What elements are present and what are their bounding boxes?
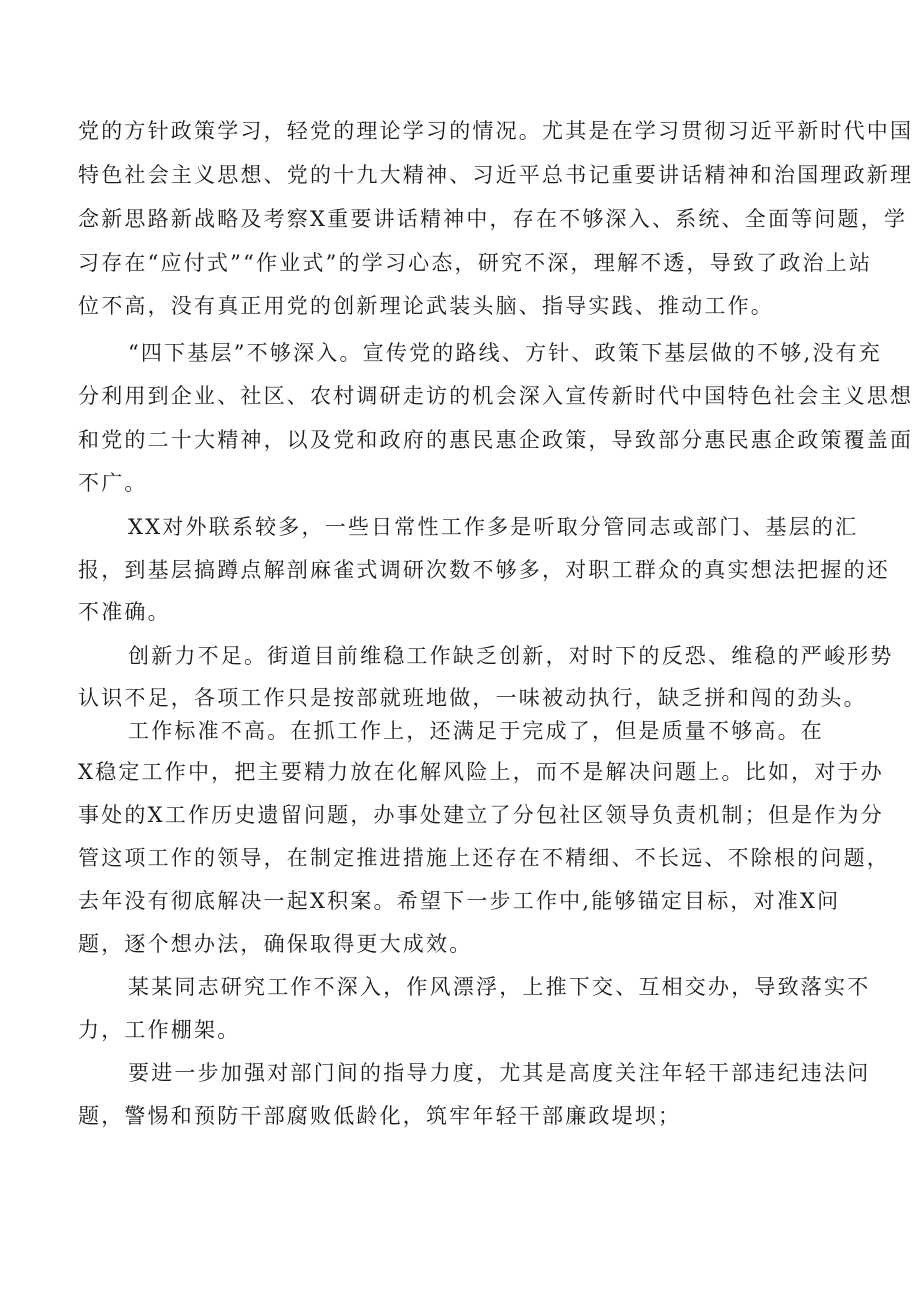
paragraph-1-line-3: 念新思路新战略及考察X重要讲话精神中，存在不够深入、系统、全面等问题，学 xyxy=(78,207,908,231)
paragraph-1-line-1: 党的方针政策学习，轻党的理论学习的情况。尤其是在学习贯彻习近平新时代中国 xyxy=(78,119,914,143)
paragraph-5-line-4: 管这项工作的领导，在制定推进措施上还存在不精细、不长远、不除根的问题， xyxy=(78,846,890,870)
paragraph-2-line-2: 分利用到企业、社区、农村调研走访的机会深入宣传新时代中国特色社会主义思想 xyxy=(78,384,914,408)
paragraph-5-line-2: X稳定工作中，把主要精力放在化解风险上，而不是解决问题上。比如，对于办 xyxy=(78,760,884,784)
paragraph-4-line-1: 创新力不足。街道目前维稳工作缺乏创新，对时下的反恐、维稳的严峻形势 xyxy=(128,644,894,668)
paragraph-1-line-5: 位不高，没有真正用党的创新理论武装头脑、指导实践、推动工作。 xyxy=(78,294,774,318)
paragraph-3-line-1: XX对外联系较多，一些日常性工作多是听取分管同志或部门、基层的汇 xyxy=(128,515,859,539)
paragraph-3-line-2: 报，到基层搞蹲点解剖麻雀式调研次数不够多，对职工群众的真实想法把握的还 xyxy=(78,558,890,582)
paragraph-7-line-1: 要进一步加强对部门间的指导力度，尤其是高度关注年轻干部违纪违法问 xyxy=(128,1061,871,1085)
paragraph-1-line-4: 习存在“应付式”“作业式”的学习心态，研究不深，理解不透，导致了政治上站 xyxy=(78,251,873,275)
paragraph-4-line-2: 认识不足，各项工作只是按部就班地做，一味被动执行，缺乏拼和闯的劲头。 xyxy=(78,686,867,710)
paragraph-2-line-1: “四下基层”不够深入。宣传党的路线、方针、政策下基层做的不够,没有充 xyxy=(128,341,882,365)
paragraph-5-line-6: 题，逐个想办法，确保取得更大成效。 xyxy=(78,932,473,956)
paragraph-5-line-3: 事处的X工作历史遗留问题，办事处建立了分包社区领导负责机制；但是作为分 xyxy=(78,803,884,827)
paragraph-2-line-4: 不广。 xyxy=(78,471,148,495)
paragraph-5-line-1: 工作标准不高。在抓工作上，还满足于完成了，但是质量不够高。在 xyxy=(128,719,824,743)
paragraph-5-line-5: 去年没有彻底解决一起X积案。希望下一步工作中,能够锚定目标，对准X问 xyxy=(78,889,841,913)
paragraph-3-line-3: 不准确。 xyxy=(78,600,171,624)
paragraph-1-line-2: 特色社会主义思想、党的十九大精神、习近平总书记重要讲话精神和治国理政新理 xyxy=(78,163,914,187)
paragraph-2-line-3: 和党的二十大精神，以及党和政府的惠民惠企政策，导致部分惠民惠企政策覆盖面 xyxy=(78,428,914,452)
paragraph-6-line-1: 某某同志研究工作不深入，作风漂浮，上推下交、互相交办，导致落实不 xyxy=(128,975,871,999)
paragraph-6-line-2: 力，工作棚架。 xyxy=(78,1018,241,1042)
paragraph-7-line-2: 题，警惕和预防干部腐败低龄化，筑牢年轻干部廉政堤坝； xyxy=(78,1104,682,1128)
